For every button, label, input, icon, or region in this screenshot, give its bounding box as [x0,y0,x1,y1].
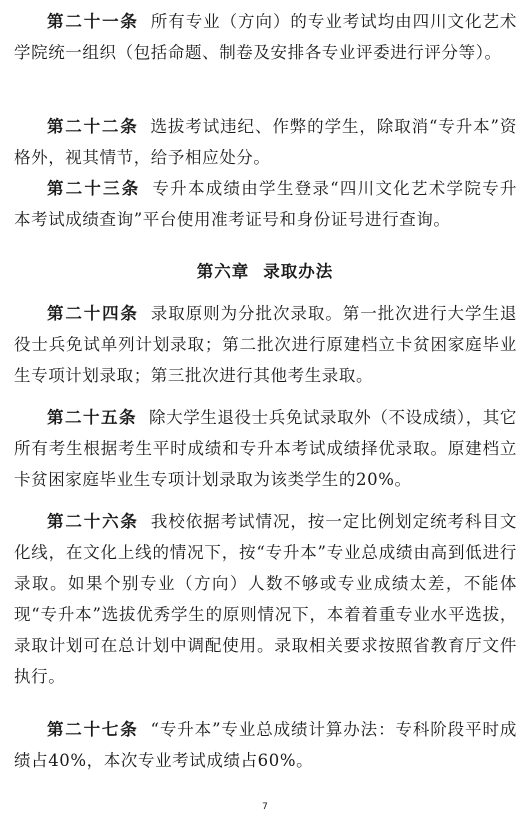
article-number: 第二十二条 [47,117,139,136]
chapter-heading [0,258,530,286]
article-text: 专升本成绩由学生登录“四川文化艺术学院专升本考试成绩查询”平台使用准考证号和身份证号进行查询。 [14,179,517,229]
article-25 [14,402,517,495]
article-text: 选拔考试违纪、作弊的学生，除取消“专升本”资格外，视其情节，给予相应处分。 [14,117,518,167]
article-24 [14,298,517,391]
article-number: 第二十三条 [47,179,141,198]
article-text: 除大学生退役士兵免试录取外（不设成绩），其它所有考生根据考生平时成绩和专升本考试成绩择优录取。原建档立卡贫困家庭毕业生专项计划录取为该类学生的20%。 [14,408,518,489]
article-text: 所有专业（方向）的专业考试均由四川文化艺术学院统一组织（包括命题、制卷及安排各专业评委进行评分等）。 [14,12,517,62]
chapter-number: 第六章 [196,262,250,281]
article-text: 我校依据考试情况，按一定比例划定统考科目文化线，在文化上线的情况下，按“专升本”专业总成绩由高到低进行录取。如果个别专业（方向）人数不够或专业成绩太差，不能体现“专升本”选拔优秀学生的原则情况下，本着着重专业水平选拔，录取计划可在总计划中调配使用。录取相关要求按照省教育厅文件执行。 [14,512,517,686]
page-number: 7 [262,802,268,812]
article-number: 第二十七条 [47,720,139,739]
article-number: 第二十四条 [47,304,139,323]
article-26 [14,506,517,692]
article-text: 录取原则为分批次录取。第一批次进行大学生退役士兵免试单列计划录取；第二批次进行原建档立卡贫困家庭毕业生专项计划录取；第三批次进行其他考生录取。 [14,304,517,385]
article-22 [14,111,517,173]
article-number: 第二十六条 [47,512,139,531]
chapter-title: 录取办法 [263,262,334,281]
article-number: 第二十一条 [47,12,139,31]
article-21 [14,6,517,68]
article-text: “专升本”专业总成绩计算办法：专科阶段平时成绩占40%，本次专业考试成绩占60%。 [14,720,518,770]
article-27 [14,714,517,776]
article-number: 第二十五条 [47,408,138,427]
article-23 [14,173,517,235]
